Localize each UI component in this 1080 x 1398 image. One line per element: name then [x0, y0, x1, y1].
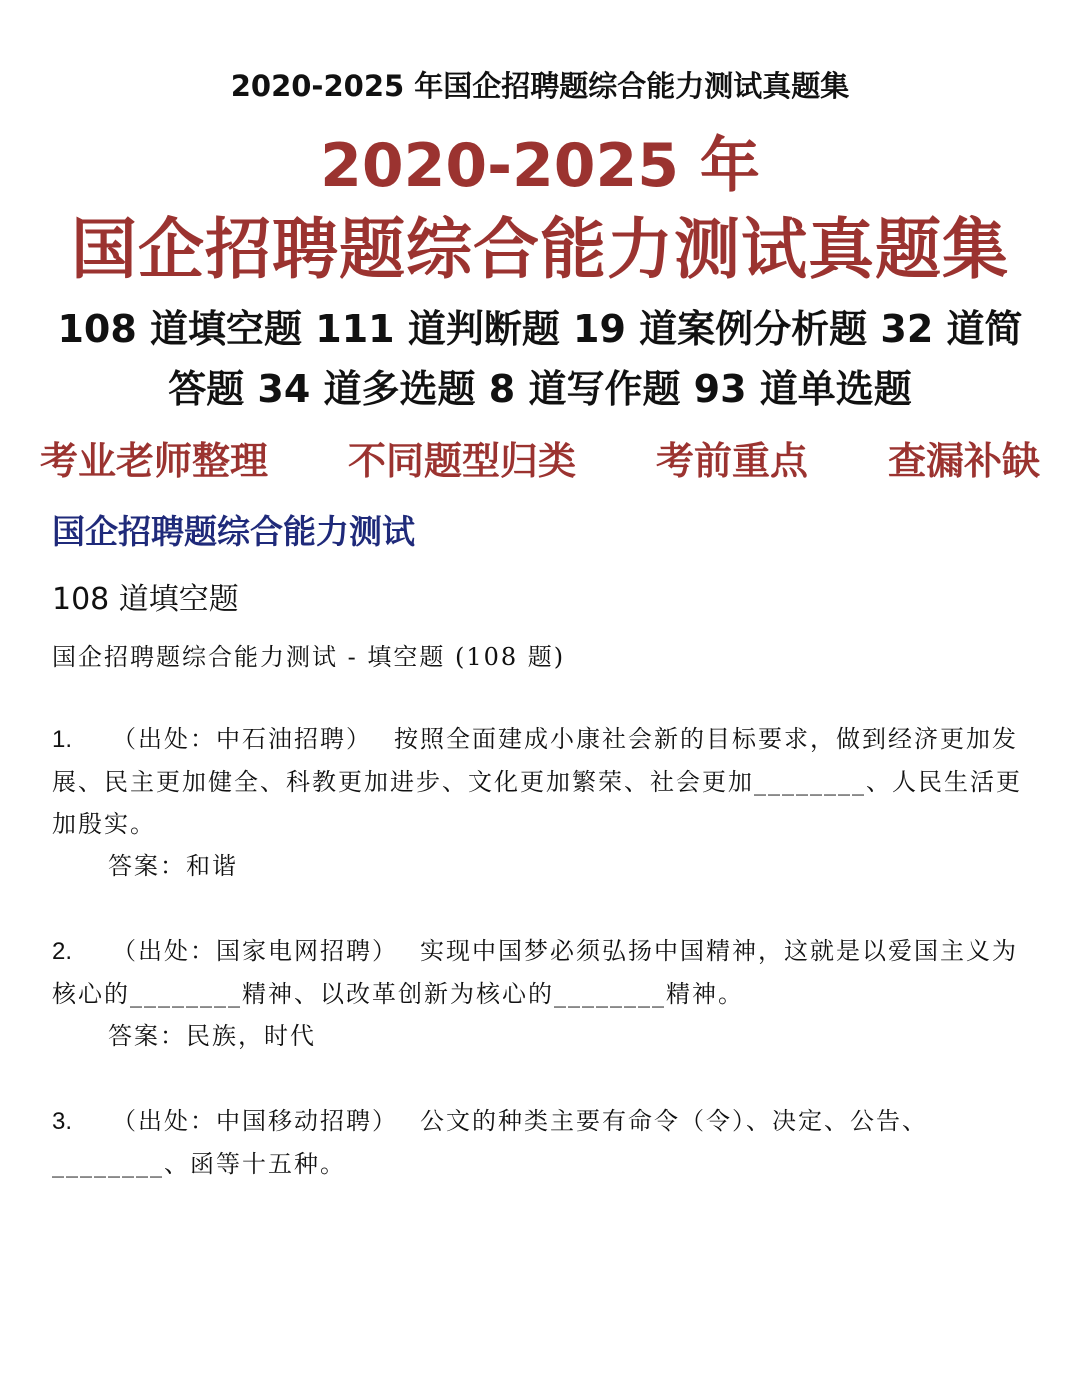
slogan-row [40, 430, 1040, 485]
question-2-source: （出处：国家电网招聘） [112, 937, 398, 965]
cover-title-main: 国企招聘题综合能力测试真题集 [71, 211, 1009, 288]
question-2 [52, 930, 1042, 1057]
section-heading: 国企招聘题综合能力测试 [52, 512, 415, 551]
question-counts-line2: 答题 34 道多选题 8 道写作题 93 道单选题 [168, 367, 912, 411]
question-1-number: 1. [52, 726, 73, 753]
slogan-4: 查漏补缺 [887, 438, 1040, 483]
slogan-1: 考业老师整理 [40, 438, 269, 483]
question-1-body [52, 718, 1042, 845]
question-3-number: 3. [52, 1108, 73, 1135]
cover-title-year: 2020-2025 年 [320, 131, 760, 201]
question-1-source: （出处：中石油招聘） [112, 725, 372, 753]
question-3 [52, 1100, 1042, 1185]
question-1 [52, 718, 1042, 887]
section-caption: 国企招聘题综合能力测试 - 填空题 (108 题) [52, 643, 566, 671]
question-3-text: 公文的种类主要有命令（令）、决定、公告、________、函等十五种。 [52, 1107, 928, 1178]
question-2-answer: 答案：民族，时代 [108, 1022, 316, 1050]
question-1-answer: 答案：和谐 [108, 852, 238, 880]
question-1-text: 按照全面建成小康社会新的目标要求，做到经济更加发展、民主更加健全、科教更加进步、文化更加繁荣、社会更加________、人民生活更加殷实。 [52, 725, 1022, 838]
slogan-3: 考前重点 [655, 438, 808, 483]
section-subheading: 108 道填空题 [52, 582, 239, 617]
question-3-body [52, 1100, 1042, 1185]
running-header: 2020-2025 年国企招聘题综合能力测试真题集 [230, 69, 850, 103]
question-2-number: 2. [52, 938, 73, 965]
slogan-2: 不同题型归类 [347, 438, 576, 483]
question-2-text: 实现中国梦必须弘扬中国精神，这就是以爱国主义为核心的________精神、以改革创新为核心的________精神。 [52, 937, 1018, 1008]
question-counts-line1: 108 道填空题 111 道判断题 19 道案例分析题 32 道简 [57, 307, 1023, 351]
question-2-body [52, 930, 1042, 1015]
question-3-source: （出处：中国移动招聘） [112, 1107, 398, 1135]
